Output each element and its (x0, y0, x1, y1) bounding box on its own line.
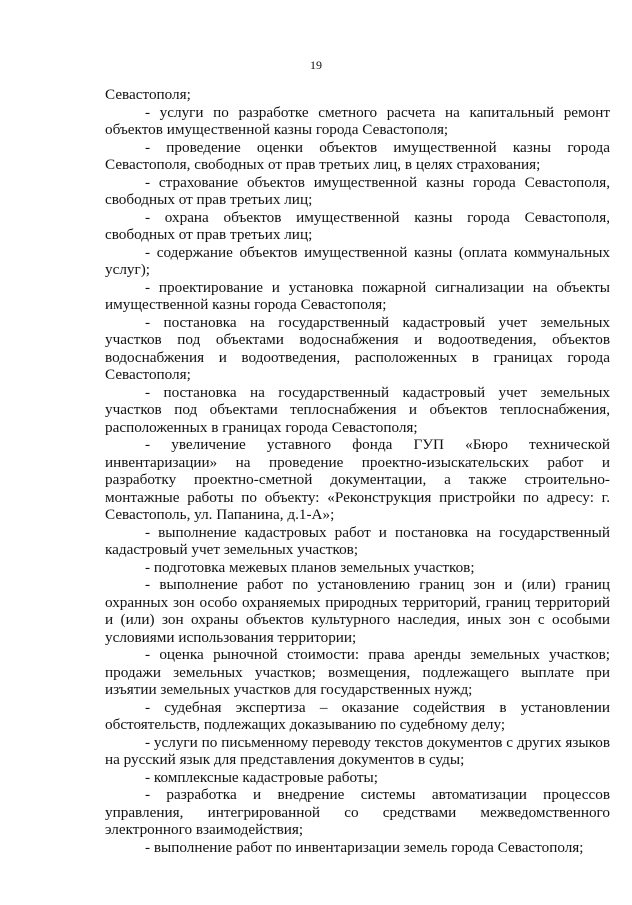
list-item-estimate-services: - услуги по разработке сметного расчета на капитальный ремонт объектов имущественной казны города Севастополя; (105, 103, 610, 138)
list-item-automation-system: - разработка и внедрение системы автоматизации процессов управления, интегрированной со средствами межведомственного электронного взаимодействия; (105, 786, 610, 838)
page-number: 19 (310, 58, 322, 72)
list-item-maintenance: - содержание объектов имущественной казны (оплата коммунальных услуг); (105, 243, 610, 278)
list-item-translation: - услуги по письменному переводу текстов документов с других языков на русский язык для представления документов в суды; (105, 733, 610, 768)
paragraph-continuation: Севастополя; (105, 86, 191, 103)
list-item-insurance: - страхование объектов имущественной казны города Севастополя, свободных от прав третьих лиц; (105, 173, 610, 208)
list-item-fire-alarm: - проектирование и установка пожарной сигнализации на объекты имущественной казны города Севастополя; (105, 278, 610, 313)
list-item-security: - охрана объектов имущественной казны города Севастополя, свободных от прав третьих лиц; (105, 208, 610, 243)
list-item-cadastral-water: - постановка на государственный кадастровый учет земельных участков под объектами водоснабжения и водоотведения, объектов водоснабжения и водоотведения, расположенных в границах города Севастополя; (105, 313, 610, 383)
list-item-boundary-plans: - подготовка межевых планов земельных участков; (145, 558, 475, 576)
list-item-market-valuation: - оценка рыночной стоимости: права аренды земельных участков; продажи земельных участков; возмещения, подлежащего выплате при изъятии земельных участков для государственных нужд; (105, 646, 610, 698)
list-item-valuation: - проведение оценки объектов имущественной казны города Севастополя, свободных от прав третьих лиц, в целях страхования; (105, 138, 610, 173)
list-item-land-inventory: - выполнение работ по инвентаризации земель города Севастополя; (145, 838, 584, 856)
list-item-complex-cadastral: - комплексные кадастровые работы; (145, 768, 378, 786)
list-item-zone-boundaries: - выполнение работ по установлению границ зон и (или) границ охранных зон особо охраняемых природных территорий, границ территорий и (или) зон охраны объектов культурного наследия, иных зон с особыми условиями использования территории; (105, 576, 610, 646)
list-item-court-expertise: - судебная экспертиза – оказание содействия в установлении обстоятельств, подлежащих доказыванию по судебному делу; (105, 698, 610, 733)
list-item-bti-fund: - увеличение уставного фонда ГУП «Бюро технической инвентаризации» на проведение проектно-изыскательских работ и разработку проектно-сметной документации, а также строительно-монтажные работы по объекту: «Реконструкция пристройки по адресу: г. Севастополь, ул. Папанина, д.1-А»; (105, 436, 610, 523)
list-item-cadastral-works: - выполнение кадастровых работ и постановка на государственный кадастровый учет земельных участков; (105, 523, 610, 558)
list-item-cadastral-heat: - постановка на государственный кадастровый учет земельных участков под объектами теплоснабжения и объектов теплоснабжения, расположенных в границах города Севастополя; (105, 383, 610, 436)
document-body (105, 86, 610, 856)
